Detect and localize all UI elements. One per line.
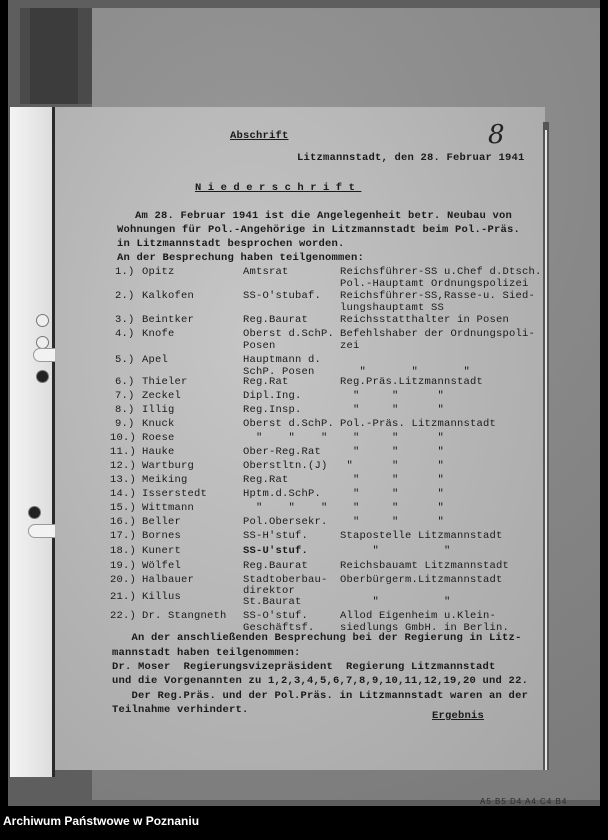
participant-rank: Ober-Reg.Rat	[243, 446, 322, 458]
participant-office: Pol.-Hauptamt Ordnungspolizei	[340, 278, 529, 290]
participant-row	[0, 418, 608, 431]
participant-office: " " "	[340, 516, 445, 528]
participant-office: Reichsführer-SS,Rasse-u. Sied-	[340, 290, 536, 302]
participant-number: 12.)	[110, 460, 137, 472]
participant-rank: Hauptmann d.	[243, 354, 322, 366]
participant-rank: Dipl.Ing.	[243, 390, 302, 402]
participant-name: Halbauer	[142, 574, 195, 586]
participant-rank: Pol.Obersekr.	[243, 516, 328, 528]
participant-number: 22.)	[110, 610, 137, 622]
participant-rank: Amtsrat	[243, 266, 289, 278]
participant-number: 4.)	[115, 328, 135, 340]
participant-rank: " " "	[243, 432, 328, 444]
participant-row	[0, 545, 608, 558]
participant-number: 2.)	[115, 290, 135, 302]
participant-row	[0, 474, 608, 487]
participant-name: Wölfel	[142, 560, 182, 572]
participant-row	[0, 460, 608, 473]
participant-office: " " "	[340, 460, 445, 472]
participant-rank: St.Baurat	[243, 596, 302, 608]
participant-number: 11.)	[110, 446, 137, 458]
participant-number: 21.)	[110, 591, 137, 603]
participant-row	[0, 591, 608, 608]
participant-office: " " "	[340, 366, 471, 378]
participant-row	[0, 432, 608, 445]
participant-name: Knofe	[142, 328, 175, 340]
participant-rank: Stadtoberbau-	[243, 574, 328, 586]
participant-office: " " "	[340, 432, 445, 444]
participant-name: Bornes	[142, 530, 182, 542]
intro-line: Wohnungen für Pol.-Angehörige in Litzmannstadt beim Pol.-Präs.	[117, 224, 521, 236]
participant-row	[0, 290, 608, 314]
participant-name: Knuck	[142, 418, 175, 430]
participant-number: 17.)	[110, 530, 137, 542]
participant-number: 8.)	[115, 404, 135, 416]
participant-office: " " "	[340, 488, 445, 500]
participant-number: 3.)	[115, 314, 135, 326]
participant-row	[0, 560, 608, 573]
participant-number: 10.)	[110, 432, 137, 444]
participant-number: 5.)	[115, 354, 135, 366]
participant-office: " "	[340, 596, 451, 608]
participant-office: Reichsstatthalter in Posen	[340, 314, 510, 326]
participant-row	[0, 328, 608, 352]
participant-name: Roese	[142, 432, 175, 444]
participant-name: Kalkofen	[142, 290, 195, 302]
participant-number: 14.)	[110, 488, 137, 500]
participant-row	[0, 610, 608, 634]
closing-line: Teilnahme verhindert.	[112, 704, 249, 716]
participant-name: Wartburg	[142, 460, 195, 472]
participant-name: Zeckel	[142, 390, 182, 402]
participant-row	[0, 516, 608, 529]
participant-number: 13.)	[110, 474, 137, 486]
participant-rank: Oberst d.SchP.	[243, 328, 335, 340]
scale-marks: A5 B5 D4 A4 C4 B4	[480, 797, 568, 806]
participant-office: Reichsführer-SS u.Chef d.Dtsch.	[340, 266, 542, 278]
participant-name: Beller	[142, 516, 182, 528]
closing-line: und die Vorgenannten zu 1,2,3,4,5,6,7,8,9,10,11,12,19,20 und 22.	[112, 675, 529, 687]
participant-number: 19.)	[110, 560, 137, 572]
participant-office: " " "	[340, 474, 445, 486]
participant-name: Dr. Stangneth	[142, 610, 227, 622]
participant-row	[0, 376, 608, 389]
participant-office: Reg.Präs.Litzmannstadt	[340, 376, 484, 388]
participant-office: " " "	[340, 404, 445, 416]
participant-row	[0, 390, 608, 403]
participant-name: Wittmann	[142, 502, 195, 514]
participant-office: " " "	[340, 390, 445, 402]
participant-name: Illig	[142, 404, 175, 416]
header-label: Abschrift	[230, 130, 289, 142]
participant-rank: SS-U'stuf.	[243, 545, 309, 557]
participant-rank: SS-O'stubaf.	[243, 290, 322, 302]
folder-strip-inner	[30, 8, 78, 104]
participant-rank: SS-H'stuf.	[243, 530, 309, 542]
participant-rank: Hptm.d.SchP.	[243, 488, 322, 500]
participant-office: Allod Eigenheim u.Klein-	[340, 610, 497, 622]
participant-rank: Reg.Baurat	[243, 314, 309, 326]
participant-name: Apel	[142, 354, 169, 366]
participant-row	[0, 502, 608, 515]
participant-number: 9.)	[115, 418, 135, 430]
participant-number: 18.)	[110, 545, 137, 557]
participant-row	[0, 404, 608, 417]
participant-rank: Oberstltn.(J)	[243, 460, 328, 472]
participant-office: Reichsbauamt Litzmannstadt	[340, 560, 510, 572]
participant-rank: Geschäftsf.	[243, 622, 315, 634]
participant-row	[0, 488, 608, 501]
participant-rank: Oberst d.SchP.	[243, 418, 335, 430]
participant-rank: Reg.Insp.	[243, 404, 302, 416]
participant-number: 1.)	[115, 266, 135, 278]
participant-number: 15.)	[110, 502, 137, 514]
participant-office: Oberbürgerm.Litzmannstadt	[340, 574, 503, 586]
participant-rank: Posen	[243, 340, 276, 352]
participant-rank: Reg.Rat	[243, 474, 289, 486]
participant-office: " " "	[340, 502, 445, 514]
participant-office: zei	[340, 340, 360, 352]
participant-name: Kunert	[142, 545, 182, 557]
participant-office: siedlungs GmbH. in Berlin.	[340, 622, 510, 634]
participant-row	[0, 530, 608, 543]
participant-rank: SchP. Posen	[243, 366, 315, 378]
participant-name: Killus	[142, 591, 182, 603]
closing-line: mannstadt haben teilgenommen:	[112, 647, 301, 659]
closing-line: Der Reg.Präs. und der Pol.Präs. in Litzmannstadt waren an der	[112, 690, 529, 702]
participant-number: 7.)	[115, 390, 135, 402]
participant-rank: " " "	[243, 502, 328, 514]
participant-number: 16.)	[110, 516, 137, 528]
intro-line: in Litzmannstadt besprochen worden.	[117, 238, 345, 250]
participant-office: Pol.-Präs. Litzmannstadt	[340, 418, 497, 430]
section-heading: Ergebnis	[432, 710, 485, 722]
participant-rank: Reg.Baurat	[243, 560, 309, 572]
closing-line: An der anschließenden Besprechung bei der Regierung in Litz-	[112, 632, 522, 644]
participant-number: 6.)	[115, 376, 135, 388]
participant-row	[0, 314, 608, 327]
participant-office: lungshauptamt SS	[340, 302, 445, 314]
participant-office: Stapostelle Litzmannstadt	[340, 530, 503, 542]
page-number-handwritten: 8	[488, 120, 505, 150]
intro-line: Am 28. Februar 1941 ist die Angelegenheit betr. Neubau von	[135, 210, 513, 222]
intro-line: An der Besprechung haben teilgenommen:	[117, 252, 365, 264]
participant-name: Beintker	[142, 314, 195, 326]
document-title: Niederschrift	[195, 182, 362, 194]
participant-office: Befehlshaber der Ordnungspoli-	[340, 328, 536, 340]
closing-line: Dr. Moser Regierungsvizepräsident Regierung Litzmannstadt	[112, 661, 496, 673]
participant-name: Isserstedt	[142, 488, 208, 500]
participant-office: " " "	[340, 446, 445, 458]
participant-rank: SS-O'stuf.	[243, 610, 309, 622]
archive-watermark: Archiwum Państwowe w Poznaniu	[3, 814, 200, 828]
participant-row	[0, 354, 608, 378]
participant-name: Meiking	[142, 474, 188, 486]
participant-rank: direktor	[243, 585, 296, 597]
place-date: Litzmannstadt, den 28. Februar 1941	[297, 152, 525, 164]
participant-office: " "	[340, 545, 451, 557]
participant-row	[0, 446, 608, 459]
participant-name: Opitz	[142, 266, 175, 278]
participant-name: Thieler	[142, 376, 188, 388]
participant-name: Hauke	[142, 446, 175, 458]
participant-row	[0, 266, 608, 290]
participant-number: 20.)	[110, 574, 137, 586]
participant-rank: Reg.Rat	[243, 376, 289, 388]
